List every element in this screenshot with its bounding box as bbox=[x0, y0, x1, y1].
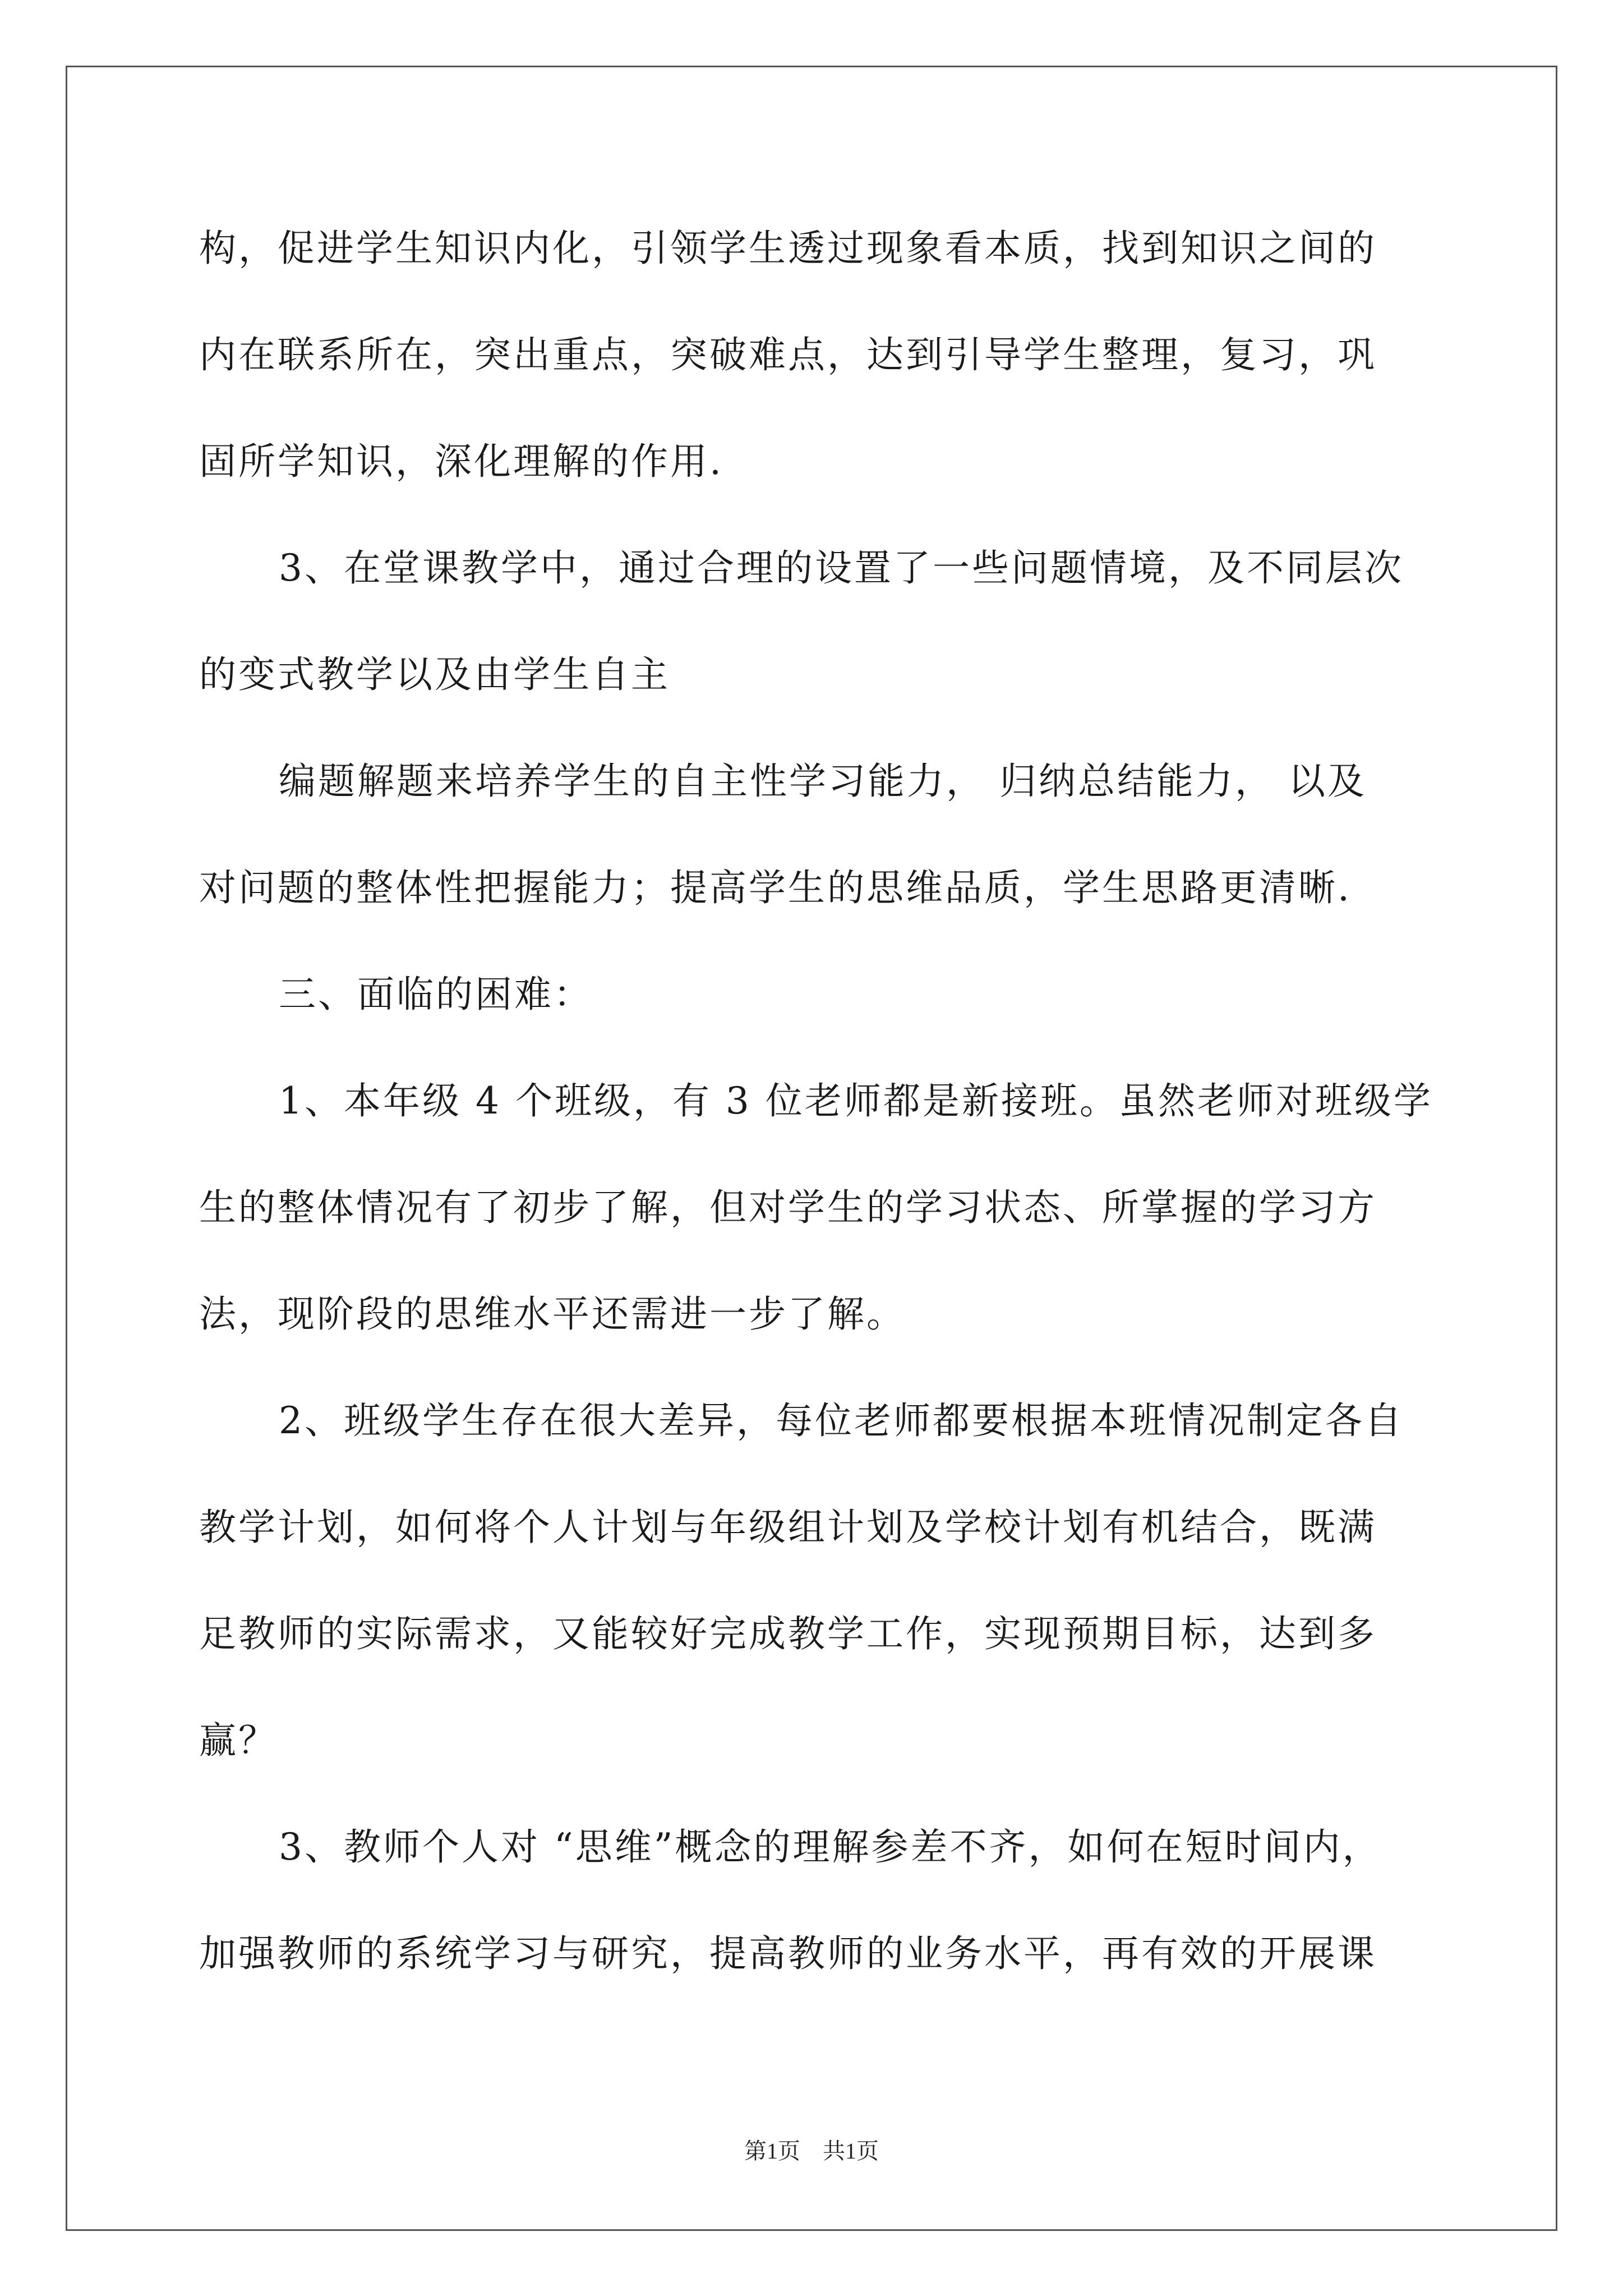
text-line: 固所学知识，深化理解的作用. bbox=[199, 440, 723, 483]
paragraph-start-line: 编题解题来培养学生的自主性学习能力， 归纳总结能力， 以及 bbox=[279, 760, 1367, 803]
page-footer bbox=[0, 2134, 1623, 2168]
text-line: 加强教师的系统学习与研究，提高教师的业务水平，再有效的开展课 bbox=[199, 1932, 1377, 1975]
text-line: 赢？ bbox=[199, 1719, 278, 1762]
text-line: 内在联系所在，突出重点，突破难点，达到引导学生整理，复习，巩 bbox=[199, 333, 1377, 376]
page-total: 共1页 bbox=[823, 2138, 879, 2164]
paragraph-start-line: 2、班级学生存在很大差异，每位老师都要根据本班情况制定各自 bbox=[279, 1399, 1404, 1442]
text-line: 足教师的实际需求，又能较好完成教学工作，实现预期目标，达到多 bbox=[199, 1612, 1377, 1655]
paragraph-start-line: 1、本年级 4 个班级，有 3 位老师都是新接班。虽然老师对班级学 bbox=[279, 1079, 1433, 1122]
paragraph-start-line: 3、教师个人对 “思维”概念的理解参差不齐，如何在短时间内， bbox=[279, 1825, 1382, 1869]
section-heading: 三、面临的困难： bbox=[279, 973, 593, 1016]
page-border bbox=[66, 66, 1557, 2231]
text-line: 对问题的整体性把握能力；提高学生的思维品质，学生思路更清晰. bbox=[199, 866, 1352, 909]
page-number: 第1页 bbox=[744, 2138, 800, 2164]
text-line: 教学计划，如何将个人计划与年级组计划及学校计划有机结合，既满 bbox=[199, 1506, 1377, 1549]
text-line: 构，促进学生知识内化，引领学生透过现象看本质，找到知识之间的 bbox=[199, 227, 1377, 270]
text-line: 生的整体情况有了初步了解，但对学生的学习状态、所掌握的学习方 bbox=[199, 1186, 1377, 1229]
text-line: 的变式教学以及由学生自主 bbox=[199, 653, 670, 696]
paragraph-start-line: 3、在堂课教学中，通过合理的设置了一些问题情境，及不同层次 bbox=[279, 546, 1404, 590]
text-line: 法，现阶段的思维水平还需进一步了解。 bbox=[199, 1292, 906, 1336]
